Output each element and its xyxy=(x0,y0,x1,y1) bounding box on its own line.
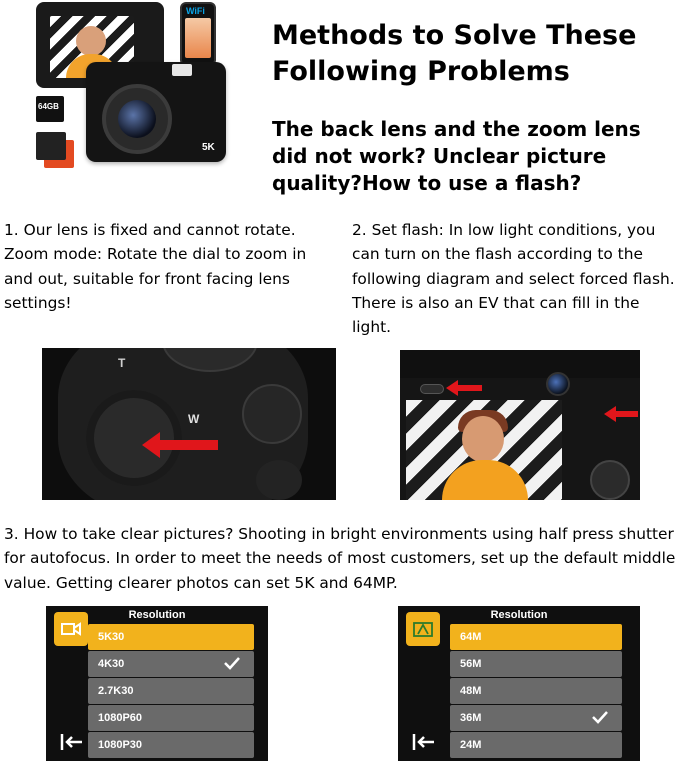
zoom-dial-photo xyxy=(42,348,336,500)
back-icon[interactable] xyxy=(58,732,84,752)
section-flash-text: 2. Set flash: In low light conditions, you can turn on the flash according to the following diagram and select forced flash. There is also an EV that can fill in the light. xyxy=(352,221,675,337)
battery-image-2 xyxy=(36,132,66,160)
resolution-option-label: 64M xyxy=(460,631,482,643)
resolution-option-label: 1080P30 xyxy=(98,739,143,751)
5k-badge: 5K xyxy=(202,142,215,153)
resolution-option-label: 4K30 xyxy=(98,658,125,670)
menu-title: Resolution xyxy=(490,609,548,621)
resolution-option[interactable] xyxy=(88,678,254,704)
resolution-option[interactable] xyxy=(88,624,254,650)
section-zoom-text: 1. Our lens is fixed and cannot rotate. Zoom mode: Rotate the dial to zoom in and out, suitable for front facing lens settings! xyxy=(4,221,307,312)
flash-setting-photo xyxy=(400,350,640,500)
resolution-option[interactable] xyxy=(88,732,254,758)
wifi-label: WiFi xyxy=(186,6,205,16)
video-resolution-menu xyxy=(46,606,268,761)
resolution-option[interactable] xyxy=(88,651,254,677)
resolution-option-label: 56M xyxy=(460,658,482,670)
control-knob xyxy=(242,384,302,444)
camera-screen xyxy=(406,400,562,500)
red-arrow-icon xyxy=(446,380,482,396)
direction-pad xyxy=(590,460,630,500)
resolution-option[interactable] xyxy=(450,732,622,758)
red-arrow-icon xyxy=(604,406,638,422)
camera-lens xyxy=(102,84,172,154)
photo-mode-icon xyxy=(406,612,440,646)
tele-mark: T xyxy=(118,356,126,370)
camera-front-view xyxy=(86,62,226,162)
resolution-option-label: 1080P60 xyxy=(98,712,143,724)
resolution-option[interactable] xyxy=(450,651,622,677)
side-button xyxy=(256,460,302,500)
resolution-option-label: 36M xyxy=(460,712,482,724)
resolution-option[interactable] xyxy=(450,678,622,704)
sd-card-label: 64GB xyxy=(38,102,59,111)
section-clarity-text: 3. How to take clear pictures? Shooting in bright environments using half press shutter for autofocus. In order to meet the needs of most customers, set up the default middle value. Getting clearer photos can set 5K and 64MP. xyxy=(4,525,676,592)
menu-title: Resolution xyxy=(128,609,186,621)
resolution-option-label: 24M xyxy=(460,739,482,751)
checkmark-icon xyxy=(592,710,608,724)
resolution-option-label: 5K30 xyxy=(98,631,125,643)
photo-resolution-menu xyxy=(398,606,640,761)
video-resolution-list xyxy=(88,624,254,759)
front-camera-lens xyxy=(546,372,570,396)
red-arrow-icon xyxy=(142,432,218,458)
hero-product-image xyxy=(30,0,230,188)
wide-mark: W xyxy=(188,412,200,426)
checkmark-icon xyxy=(224,656,240,670)
video-camera-icon xyxy=(54,612,88,646)
resolution-option-label: 2.7K30 xyxy=(98,685,134,697)
photo-resolution-list xyxy=(450,624,622,759)
resolution-option-label: 48M xyxy=(460,685,482,697)
page-subtitle: The back lens and the zoom lens did not work? Unclear picture quality?How to use a flash? xyxy=(272,117,641,195)
smartphone-image xyxy=(180,2,216,66)
resolution-option[interactable] xyxy=(450,705,622,731)
resolution-option[interactable] xyxy=(450,624,622,650)
flash-unit xyxy=(172,64,192,76)
resolution-option[interactable] xyxy=(88,705,254,731)
back-icon[interactable] xyxy=(410,732,436,752)
page-title: Methods to Solve These Following Problems xyxy=(272,20,637,87)
sd-card-image xyxy=(36,96,64,122)
flash-switch xyxy=(420,384,444,394)
